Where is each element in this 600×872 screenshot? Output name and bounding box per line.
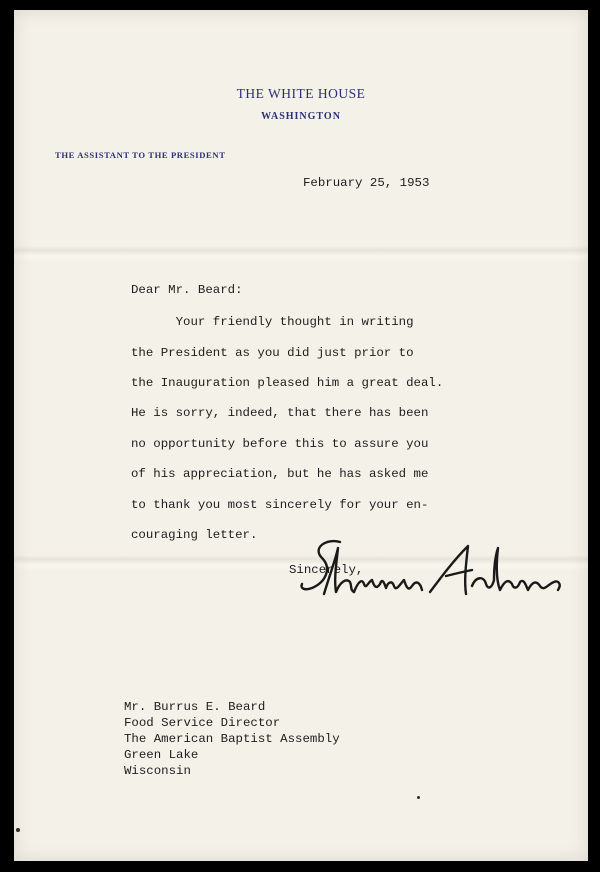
address-line: Food Service Director: [124, 716, 281, 730]
body-line: of his appreciation, but he has asked me: [131, 467, 429, 481]
address-line: Wisconsin: [124, 764, 191, 778]
letter-paper: [14, 10, 588, 861]
body-line: He is sorry, indeed, that there has been: [131, 406, 429, 420]
body-line: the Inauguration pleased him a great deal.: [131, 376, 444, 390]
address-line: Mr. Burrus E. Beard: [124, 700, 266, 714]
body-line: no opportunity before this to assure you: [131, 437, 429, 451]
paper-speck: [417, 796, 420, 799]
closing: Sincerely,: [289, 563, 364, 577]
salutation: Dear Mr. Beard:: [131, 283, 243, 297]
letterhead-title: THE WHITE HOUSE: [236, 86, 366, 101]
handwritten-signature: [296, 536, 566, 610]
paper-speck: [16, 828, 20, 832]
address-line: The American Baptist Assembly: [124, 732, 340, 746]
letter-date: February 25, 1953: [303, 176, 430, 190]
address-line: Green Lake: [124, 748, 199, 762]
letterhead-office: THE ASSISTANT TO THE PRESIDENT: [55, 150, 226, 160]
body-line: couraging letter.: [131, 528, 258, 542]
body-line: Your friendly thought in writing: [131, 315, 414, 329]
body-line: the President as you did just prior to: [131, 346, 414, 360]
body-line: to thank you most sincerely for your en-: [131, 498, 429, 512]
letterhead-city: WASHINGTON: [261, 111, 341, 122]
